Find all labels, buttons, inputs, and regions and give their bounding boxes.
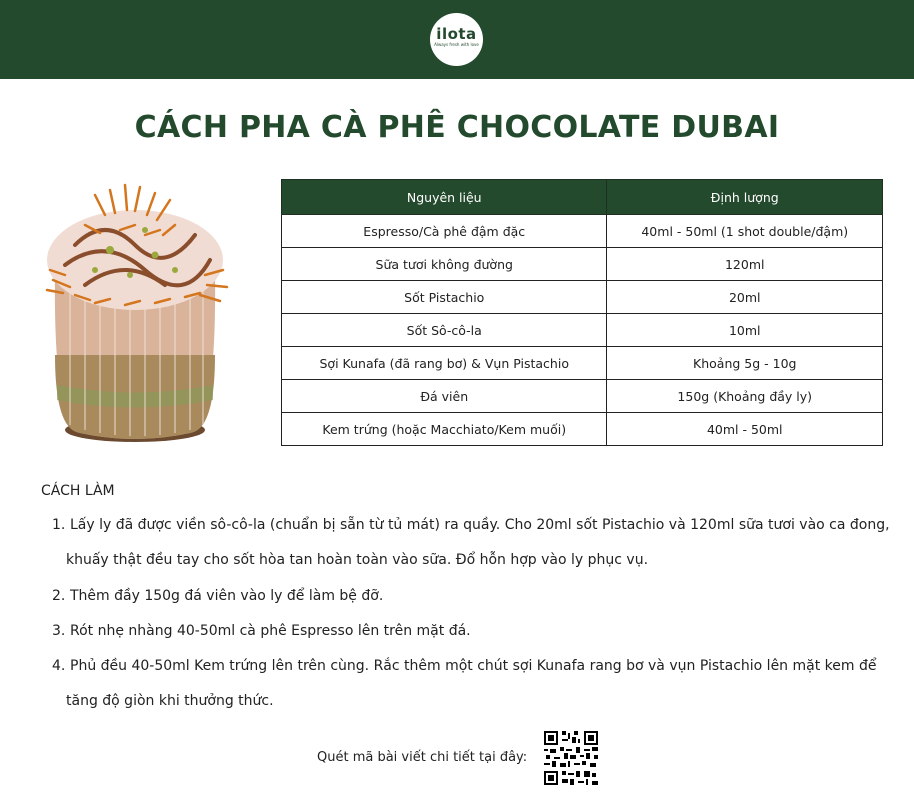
drink-photo [35, 175, 235, 450]
brand-logo[interactable] [430, 13, 483, 66]
step-number: 2. [52, 588, 66, 604]
logo-text: ilota [436, 25, 477, 43]
amount-cell: 120ml [607, 248, 883, 281]
step-text: Thêm đầy 150g đá viên vào ly để làm bệ đỡ. [70, 588, 384, 604]
step-number: 4. [52, 658, 66, 674]
amount-cell: 10ml [607, 314, 883, 347]
ingredient-cell: Sốt Sô-cô-la [282, 314, 607, 347]
ingredients-table [281, 179, 883, 446]
ingredient-cell: Đá viên [282, 380, 607, 413]
step-4-line-1 [52, 648, 876, 684]
ingredient-cell: Kem trứng (hoặc Macchiato/Kem muối) [282, 413, 607, 446]
table-row [282, 347, 883, 380]
table-header-row [282, 180, 883, 215]
step-1-line-2: khuấy thật đều tay cho sốt hòa tan hoàn toàn vào sữa. Đổ hỗn hợp vào ly phục vụ. [66, 552, 649, 568]
step-number: 3. [52, 623, 66, 639]
method-title: CÁCH LÀM [41, 483, 115, 499]
table-row [282, 281, 883, 314]
step-1-line-1 [52, 507, 890, 543]
ingredient-cell: Espresso/Cà phê đậm đặc [282, 215, 607, 248]
table-row [282, 215, 883, 248]
ingredient-cell: Sữa tươi không đường [282, 248, 607, 281]
col-header-ingredient: Nguyên liệu [282, 180, 607, 215]
ingredient-cell: Sốt Pistachio [282, 281, 607, 314]
step-3 [52, 613, 471, 649]
table-row [282, 248, 883, 281]
table-row [282, 380, 883, 413]
amount-cell: 20ml [607, 281, 883, 314]
step-text: Rót nhẹ nhàng 40-50ml cà phê Espresso lên trên mặt đá. [70, 623, 471, 639]
table-row [282, 314, 883, 347]
logo-tagline: Always fresh with love [434, 42, 479, 47]
amount-cell: 40ml - 50ml (1 shot double/đậm) [607, 215, 883, 248]
amount-cell: Khoảng 5g - 10g [607, 347, 883, 380]
qr-code-icon[interactable] [544, 731, 598, 785]
header-bar [0, 0, 914, 79]
amount-cell: 40ml - 50ml [607, 413, 883, 446]
page-title: CÁCH PHA CÀ PHÊ CHOCOLATE DUBAI [134, 110, 780, 145]
qr-label: Quét mã bài viết chi tiết tại đây: [317, 750, 528, 765]
step-2 [52, 578, 383, 614]
table-row [282, 413, 883, 446]
col-header-amount: Định lượng [607, 180, 883, 215]
step-4-line-2: tăng độ giòn khi thưởng thức. [66, 693, 274, 709]
step-text: Phủ đều 40-50ml Kem trứng lên trên cùng. Rắc thêm một chút sợi Kunafa rang bơ và vụn Pistachio lên mặt kem để [70, 658, 877, 674]
ingredient-cell: Sợi Kunafa (đã rang bơ) & Vụn Pistachio [282, 347, 607, 380]
step-text: Lấy ly đã được viền sô-cô-la (chuẩn bị sẵn từ tủ mát) ra quầy. Cho 20ml sốt Pistachio và 120ml sữa tươi vào ca đong, [70, 517, 890, 533]
step-number: 1. [52, 517, 66, 533]
amount-cell: 150g (Khoảng đầy ly) [607, 380, 883, 413]
